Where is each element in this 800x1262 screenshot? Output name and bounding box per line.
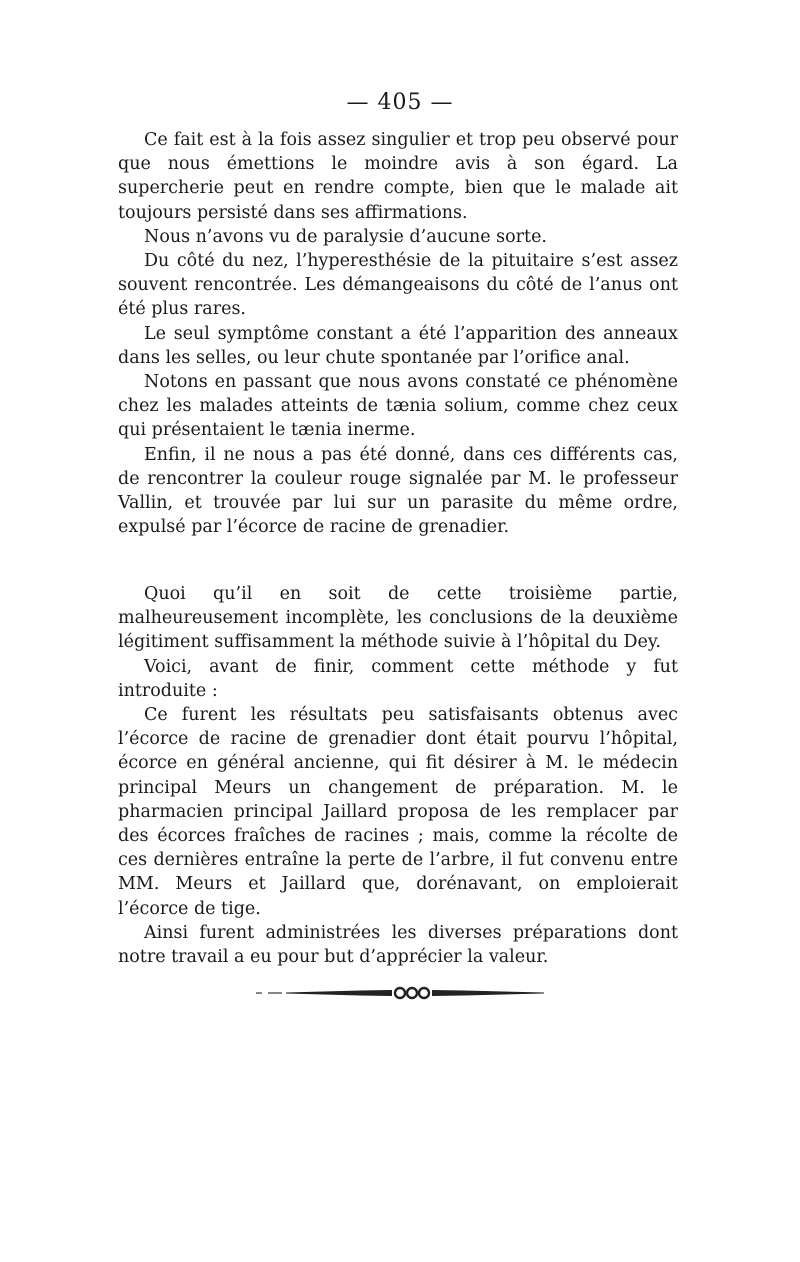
paragraph: Notons en passant que nous avons constaté ce phénomène chez les malades atteints de tænia solium, comme chez ceux qui présentaient le tænia inerme. xyxy=(118,372,678,441)
paragraph: Voici, avant de finir, comment cette méthode y fut introduite : xyxy=(118,656,678,701)
paragraph: Du côté du nez, l’hyperesthésie de la pituitaire s’est assez souvent rencontrée. Les démangeaisons du côté de l’anus ont été plus rares. xyxy=(118,251,678,320)
paragraph: Ce furent les résultats peu satisfaisants obtenus avec l’écorce de racine de grenadier dont était pourvu l’hôpital, écorce en général ancienne, qui fit désirer à M. le médecin principal Meurs un changement de préparation. M. le pharmacien principal Jaillard proposa de les remplacer par des écorces fraîches de racines ; mais, comme la récolte de ces dernières entraîne la perte de l’arbre, il fut convenu entre MM. Meurs et Jaillard que, dorénavant, on emploierait l’écorce de tige. xyxy=(118,705,678,919)
paragraph: Nous n’avons vu de paralysie d’aucune sorte. xyxy=(144,226,547,247)
paragraph: Ainsi furent administrées les diverses préparations dont notre travail a eu pour but d’apprécier la valeur. xyxy=(118,922,678,968)
paragraph: Enfin, il ne nous a pas été donné, dans ces différents cas, de rencontrer la couleur rouge signalée par M. le professeur Vallin, et trouvée par lui sur un parasite du même ordre, expulsé par l’écorce de racine de grenadier. xyxy=(118,444,678,538)
text-section-1 xyxy=(118,128,678,539)
end-of-chapter-ornament-icon xyxy=(252,985,552,1001)
paragraph: Le seul symptôme constant a été l’apparition des anneaux dans les selles, ou leur chute spontanée par l’orifice anal. xyxy=(118,323,678,368)
text-section-2 xyxy=(118,582,678,969)
paragraph: Ce fait est à la fois assez singulier et trop peu observé pour que nous émettions le moindre avis à son égard. La supercherie peut en rendre compte, bien que le malade ait toujours persisté dans ses affirmations. xyxy=(118,130,678,223)
page-number: — 405 — xyxy=(346,90,454,115)
paragraph: Quoi qu’il en soit de cette troisième partie, malheureusement incomplète, les conclusions de la deuxième légitiment suffisamment la méthode suivie à l’hôpital du Dey. xyxy=(118,584,678,653)
